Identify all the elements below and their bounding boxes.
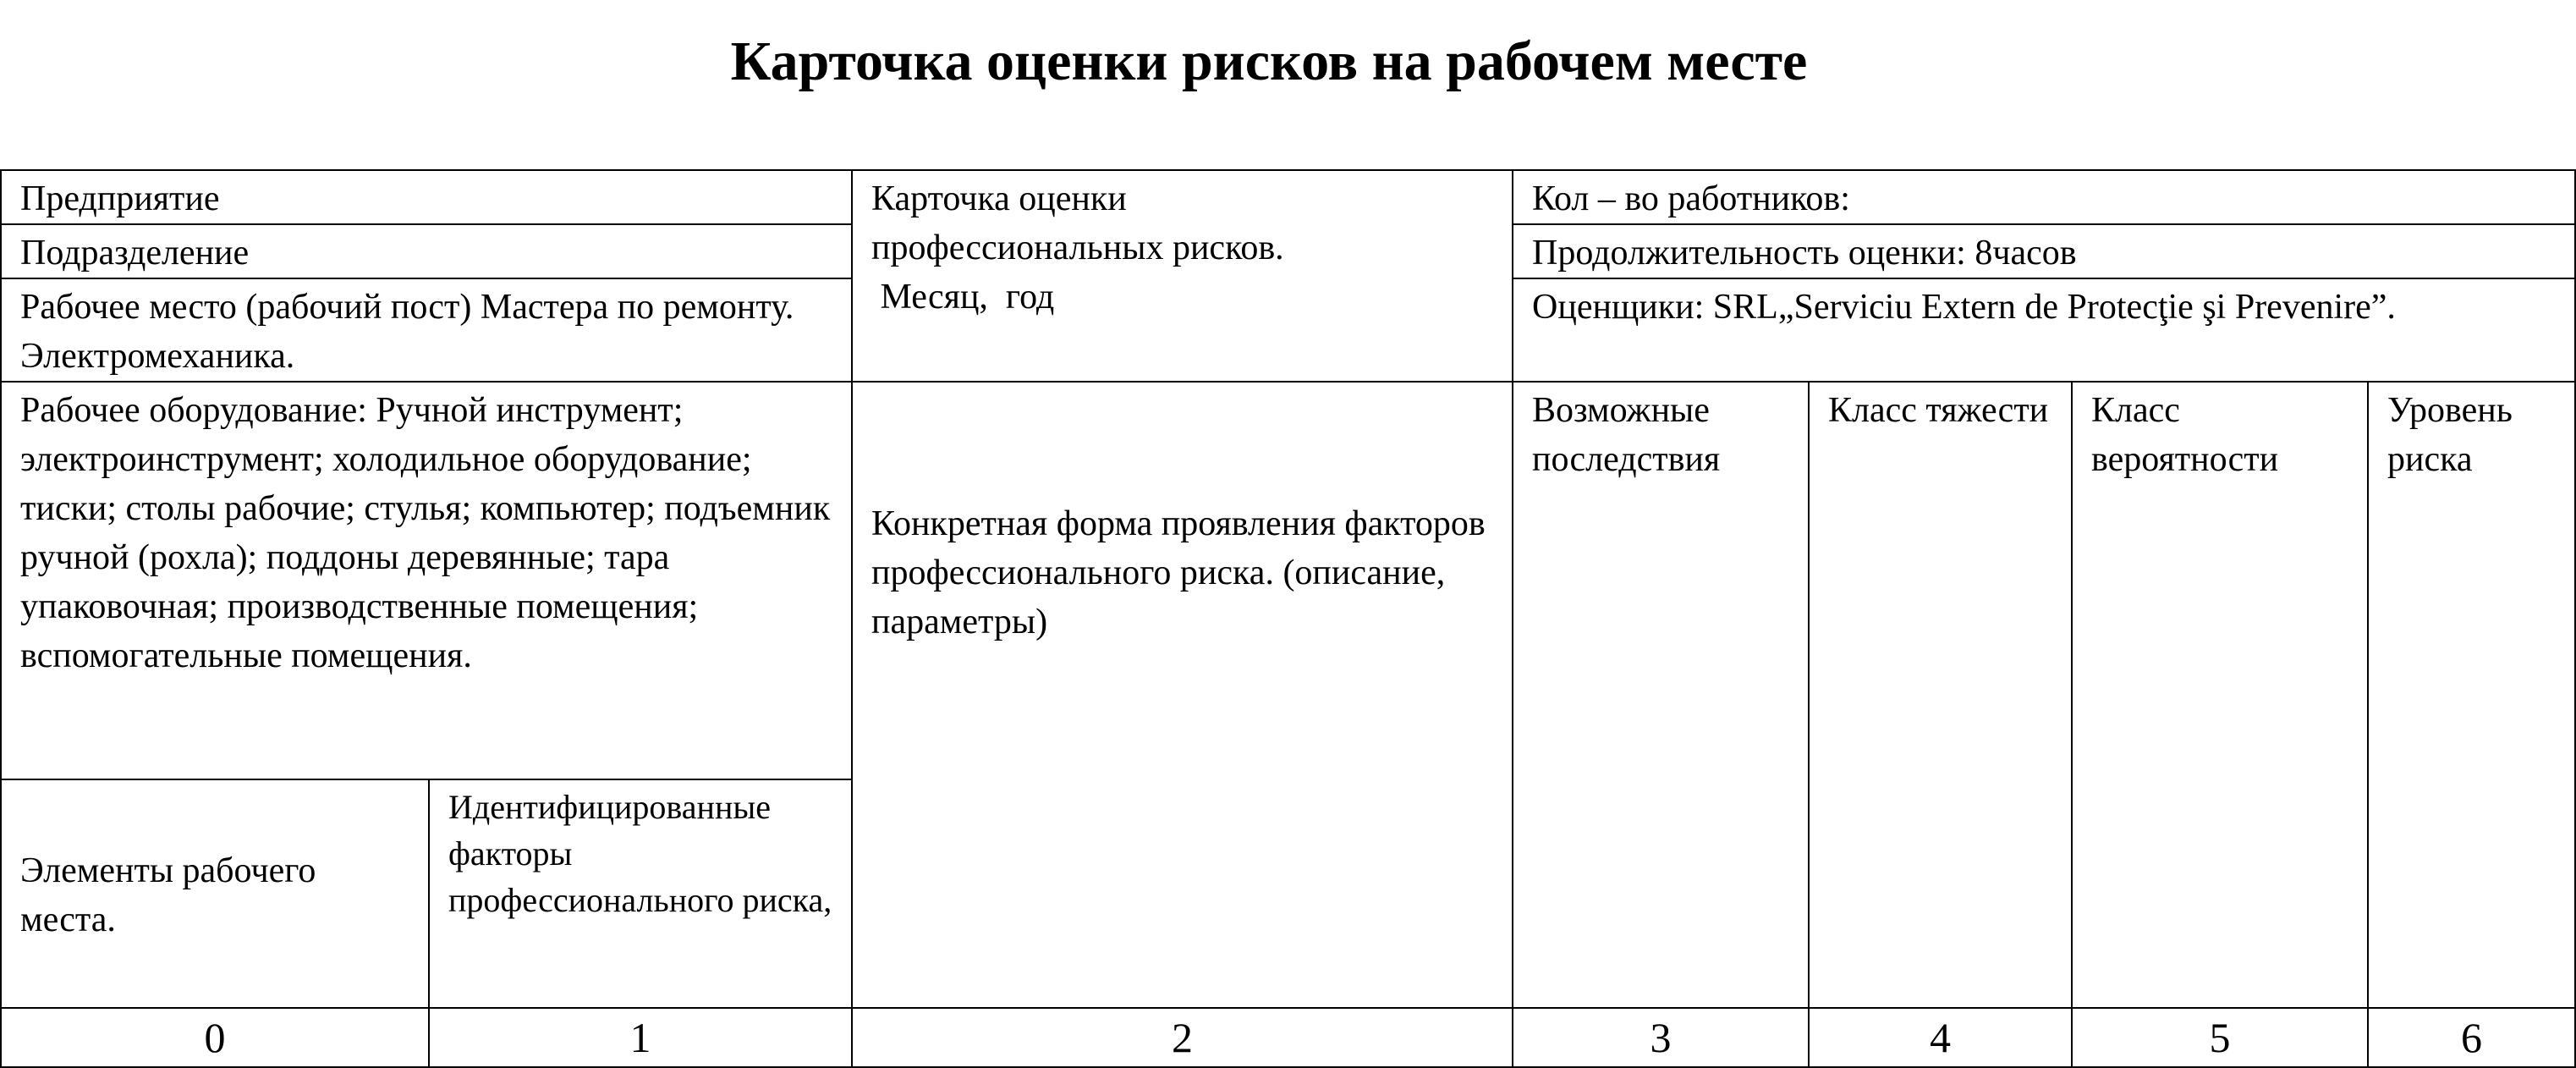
severity-class-header: Класс тяжести <box>1809 382 2072 1008</box>
workplace-cell: Рабочее место (рабочий пост) Мастера по ремонту. Электромеханика. <box>1 278 852 382</box>
column-number: 6 <box>2368 1008 2575 1067</box>
duration-cell: Продолжительность оценки: 8часов <box>1513 224 2575 278</box>
division-cell: Подразделение <box>1 224 852 278</box>
enterprise-cell: Предприятие <box>1 170 852 224</box>
column-number: 5 <box>2072 1008 2368 1067</box>
page-title: Карточка оценки рисков на рабочем месте <box>730 30 1808 92</box>
card-title-line1: Карточка оценки <box>871 179 1127 218</box>
column-number: 3 <box>1513 1008 1809 1067</box>
card-title-line2: профессиональных рисков. <box>871 228 1284 267</box>
consequences-header: Возможные последствия <box>1513 382 1809 1008</box>
column-number: 4 <box>1809 1008 2072 1067</box>
risk-level-header: Уровень риска <box>2368 382 2575 1008</box>
specific-form-cell: Конкретная форма проявления факторов профессионального риска. (описание, параметры) <box>852 382 1513 1008</box>
workplace-elements-header: Элементы рабочего места. <box>1 779 429 1008</box>
risk-assessment-table <box>0 169 2576 1068</box>
equipment-cell: Рабочее оборудование: Ручной инструмент; электроинструмент; холодильное оборудование; тиски; столы рабочие; стулья; компьютер; подъемник ручной (рохла); поддоны деревянные; тара упаковочная; производственные помещения; вспомогательные помещения. <box>1 382 852 779</box>
identified-factors-header: Идентифицированные факторы профессионального риска, <box>429 779 852 1008</box>
card-period: Месяц, год <box>871 278 1055 317</box>
column-number: 2 <box>852 1008 1513 1067</box>
probability-class-header: Класс вероятности <box>2072 382 2368 1008</box>
assessors-cell: Оценщики: SRL„Serviciu Extern de Protecţie şi Prevenire”. <box>1513 278 2575 382</box>
card-title-cell <box>852 170 1513 382</box>
column-number: 1 <box>429 1008 852 1067</box>
workers-count-cell: Кол – во работников: <box>1513 170 2575 224</box>
column-number: 0 <box>1 1008 429 1067</box>
